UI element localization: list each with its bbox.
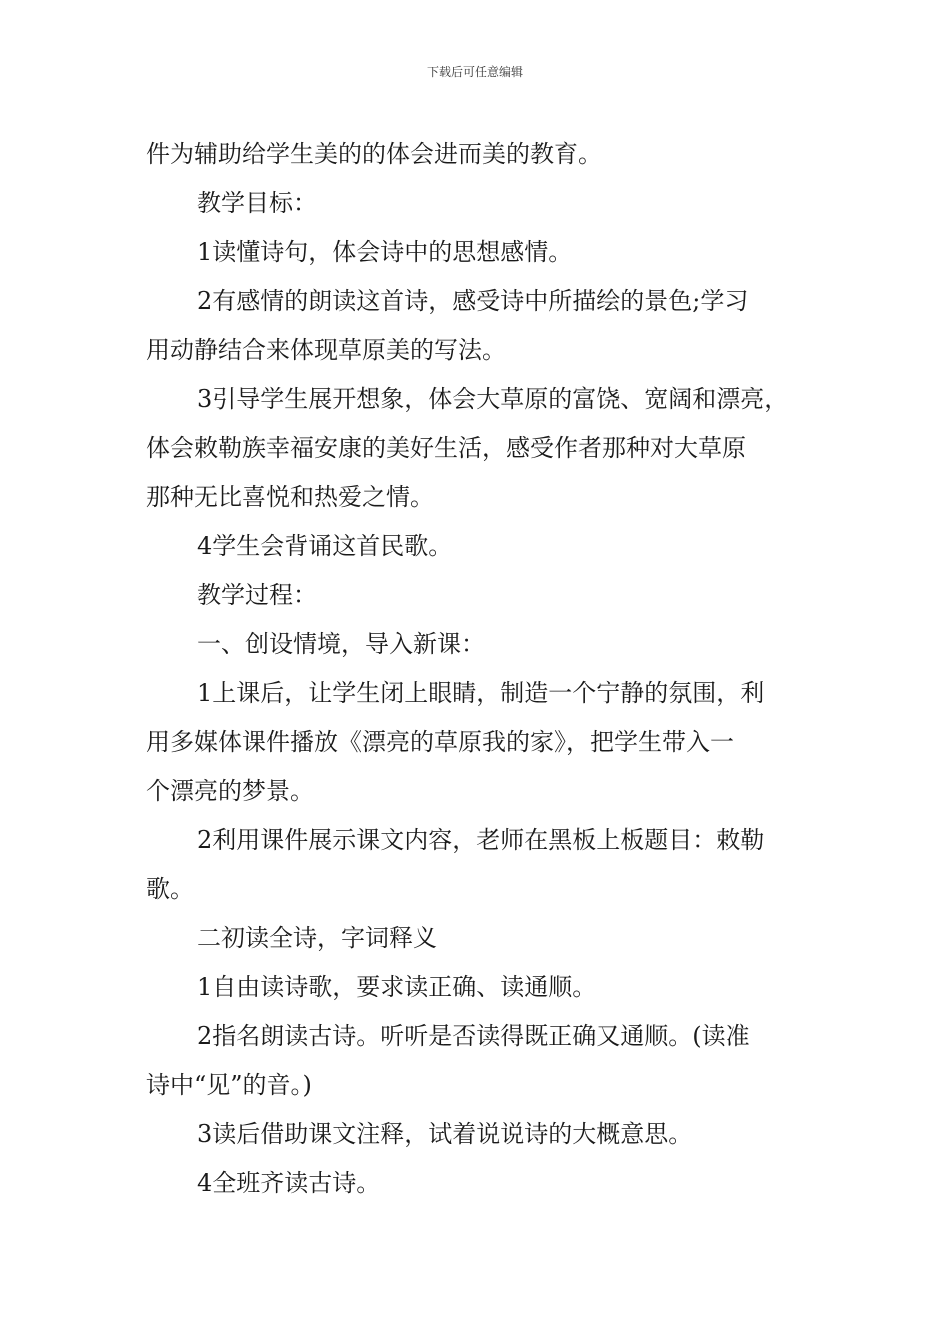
text-line: 教学过程： <box>197 581 317 609</box>
document-body <box>146 130 836 1208</box>
text-line: 3引导学生展开想象，体会大草原的富饶、宽阔和漂亮， <box>197 385 789 413</box>
text-line: 2有感情的朗读这首诗，感受诗中所描绘的景色;学习 <box>197 287 749 315</box>
page-header: 下载后可任意编辑 <box>426 65 523 79</box>
text-line: 那种无比喜悦和热爱之情。 <box>146 483 434 511</box>
text-line: 用多媒体课件播放《漂亮的草原我的家》，把学生带入一 <box>146 728 734 756</box>
text-line: 教学目标： <box>197 189 317 217</box>
text-line: 1上课后，让学生闭上眼睛，制造一个宁静的氛围，利 <box>197 679 765 707</box>
text-line: 二初读全诗，字词释义 <box>197 924 437 952</box>
text-line: 件为辅助给学生美的的体会进而美的教育。 <box>146 140 602 168</box>
text-line: 1读懂诗句，体会诗中的思想感情。 <box>197 238 573 266</box>
text-line: 用动静结合来体现草原美的写法。 <box>146 336 506 364</box>
text-line: 诗中“见”的音。) <box>146 1071 312 1099</box>
text-line: 3读后借助课文注释，试着说说诗的大概意思。 <box>197 1120 693 1148</box>
text-line: 体会敕勒族幸福安康的美好生活，感受作者那种对大草原 <box>146 434 746 462</box>
text-line: 4学生会背诵这首民歌。 <box>197 532 453 560</box>
text-line: 一、创设情境，导入新课： <box>197 630 485 658</box>
text-line: 1自由读诗歌，要求读正确、读通顺。 <box>197 973 597 1001</box>
text-line: 歌。 <box>146 875 194 903</box>
text-line: 2利用课件展示课文内容，老师在黑板上板题目：敕勒 <box>197 826 765 854</box>
text-line: 4全班齐读古诗。 <box>197 1169 381 1197</box>
text-line: 个漂亮的梦景。 <box>146 777 314 805</box>
text-line: 2指名朗读古诗。听听是否读得既正确又通顺。(读准 <box>197 1022 750 1050</box>
